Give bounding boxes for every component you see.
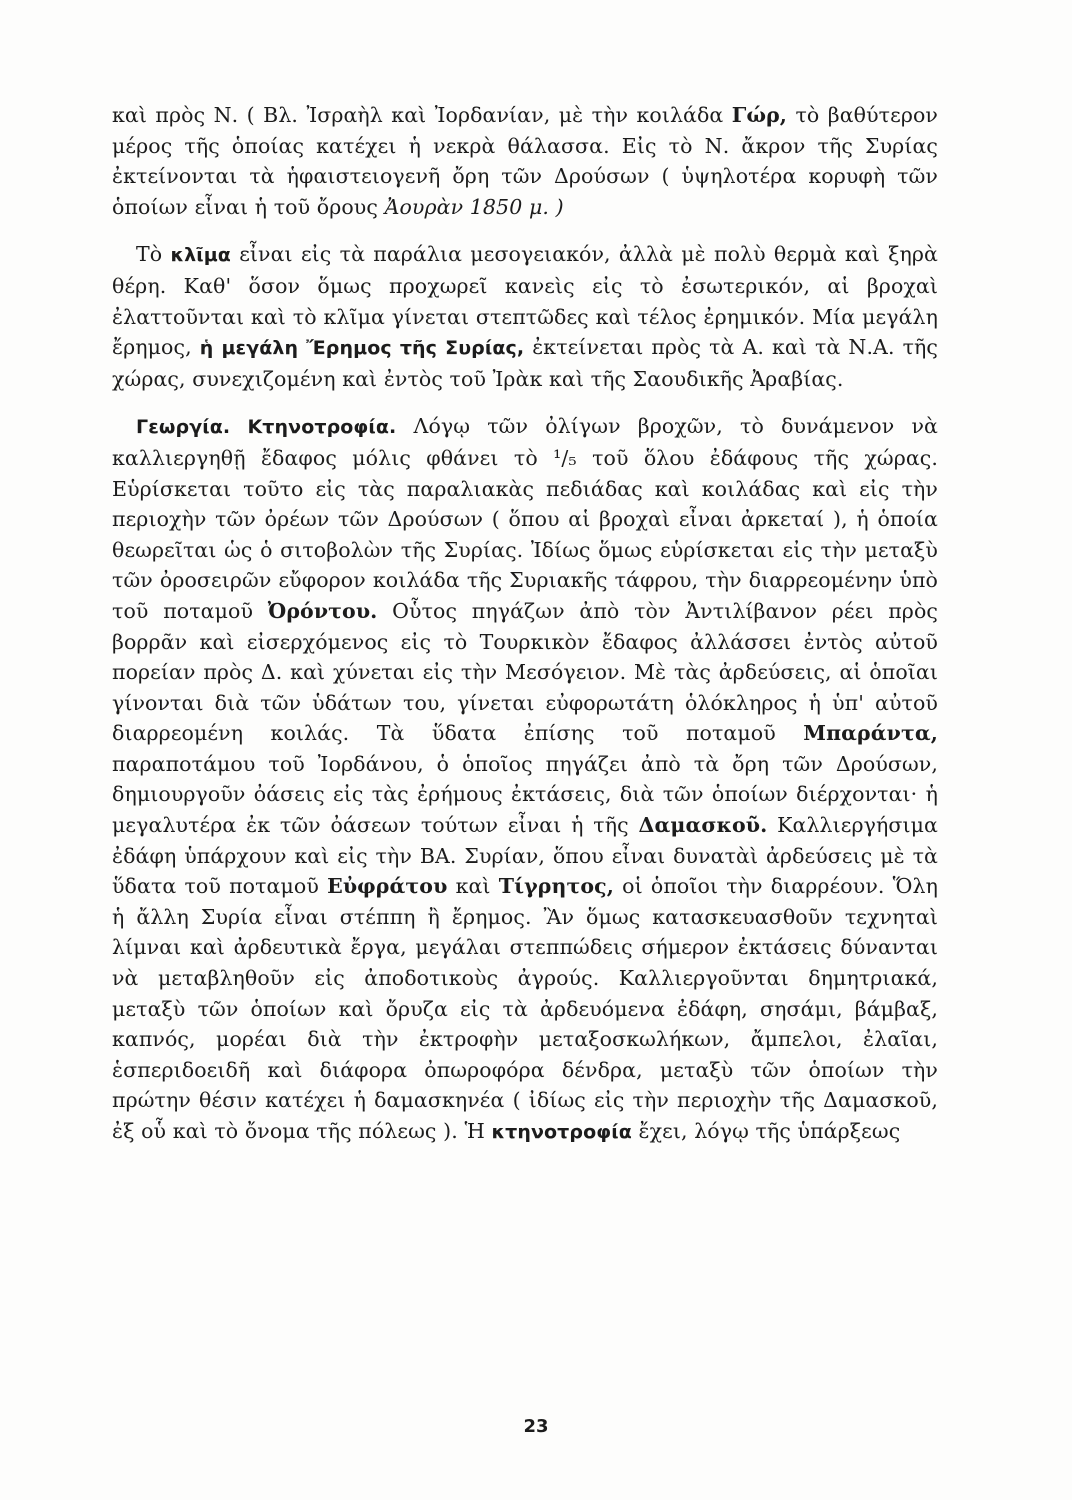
text-run: Οὗτος πηγάζων ἀπὸ τὸν Ἀντιλίβανον ρέει πρὸς βορρᾶν καὶ εἰσερχόμενος εἰς τὸ Τουρκικὸν ἔδαφος ἀλλάσσει ἐντὸς αὐτοῦ πορείαν πρὸς Δ. καὶ χύνεται εἰς τὴν Μεσόγειον. Μὲ τὰς ἀρδεύσεις, αἱ ὁποῖαι γίνονται διὰ τῶν ὑδάτων του, γίνεται εὐφορωτάτη ὁλόκληρος ἡ ὑπ' αὐτοῦ διαρρεομένη κοιλάς. Τὰ ὕδατα ἐπίσης τοῦ ποταμοῦ [112,598,938,746]
emphasis-text: Τίγρητος, [498,874,614,899]
text-run: εἶναι εἰς τὰ παράλια μεσογειακόν, ἀλλὰ μὲ πολὺ θερμὰ καὶ ξηρὰ θέρη. Καθ' ὅσον ὅμως προχωρεῖ κανεὶς εἰς τὸ ἐσωτερικόν, αἱ βροχαὶ ἐλαττοῦνται καὶ τὸ κλῖμα γίνεται στεπτῶδες καὶ τέλος ἐρημικόν. Μία μεγάλη ἔρημος, [112,242,938,360]
text-run: Καλλιεργήσιμα ἐδάφη ὑπάρχουν καὶ εἰς τὴν ΒΑ. Συρίαν, ὅπου εἶναι δυνατὰὶ ἀρδεύσεις μὲ τὰ ὕδατα τοῦ ποταμοῦ [112,813,938,899]
emphasis-text: Μπαράντα, [803,721,938,746]
text-run: Τὸ [136,242,171,267]
text-run: καὶ [447,874,499,899]
text-run: ἐκτείνεται πρὸς τὰ Α. καὶ τὰ Ν.Α. τῆς χώρας, συνεχιζομένη καὶ ἐντὸς τοῦ Ἰρὰκ καὶ τῆς Σαουδικῆς Ἀραβίας. [112,335,938,391]
text-run: καὶ πρὸς Ν. ( Βλ. Ἰσραὴλ καὶ Ἰορδανίαν, μὲ τὴν κοιλάδα [112,103,732,127]
text-run: τὸ βαθύτερον μέρος τῆς ὁποίας κατέχει ἡ νεκρὰ θάλασσα. Εἰς τὸ Ν. ἄκρον τῆς Συρίας ἐκτείνονται τὰ ἡφαιστειογενῆ ὄρη τῶν Δρούσων ( ὑψηλοτέρα κορυφὴ τῶν ὁποίων εἶναι ἡ τοῦ ὄρους [112,103,938,219]
paragraph-climate [112,239,938,394]
body-text [112,100,938,1148]
paragraph-agriculture [112,411,938,1147]
emphasis-text: Ὀρόντου. [267,598,378,623]
text-run: Λόγῳ τῶν ὀλίγων βροχῶν, τὸ δυνάμενον νὰ καλλιεργηθῇ ἔδαφος μόλις φθάνει τὸ ¹/₅ τοῦ ὅλου ἐδάφους τῆς χώρας. Εὑρίσκεται τοῦτο εἰς τὰς παραλιακὰς πεδιάδας καὶ κοιλάδας καὶ εἰς τὴν περιοχὴν τῶν ὀρέων τῶν Δρούσων ( ὅπου αἱ βροχαὶ εἶναι ἀρκεταί ), ἡ ὁποία θεωρεῖται ὡς ὁ σιτοβολὼν τῆς Συρίας. Ἰδίως ὅμως εὑρίσκεται εἰς τὴν μεταξὺ τῶν ὀροσειρῶν εὔφορον κοιλάδα τῆς Συριακῆς τάφρου, τὴν διαρρεομένην ὑπὸ τοῦ ποταμοῦ [112,414,938,623]
text-run: ἔχει, λόγῳ τῆς ὑπάρξεως [631,1119,901,1143]
emphasis-text: Γεωργία. Κτηνοτροφία. [136,416,397,439]
emphasis-text: Εὐφράτου [327,874,448,899]
page-number: 23 [523,1416,549,1437]
emphasis-text: Ἀουρὰν 1850 μ. ) [384,194,564,219]
emphasis-text: Δαμασκοῦ. [638,813,768,838]
paragraph-geography-south [112,100,938,222]
text-run: οἱ ὁποῖοι τὴν διαρρέουν. Ὅλη ἡ ἄλλη Συρία εἶναι στέππη ἢ ἔρημος. Ἂν ὅμως κατασκευασθοῦν τεχνηταὶ λίμναι καὶ ἀρδευτικὰ ἔργα, μεγάλαι στεππώδεις σήμερον ἐκτάσεις δύνανται νὰ μεταβληθοῦν εἰς ἀποδοτικοὺς ἀγρούς. Καλλιεργοῦνται δημητριακά, μεταξὺ τῶν ὁποίων καὶ ὄρυζα εἰς τὰ ἀρδευόμενα ἐδάφη, σησάμι, βάμβαξ, καπνός, μορέαι διὰ τὴν ἐκτροφὴν μεταξοσκωλήκων, ἄμπελοι, ἐλαῖαι, ἑσπεριδοειδῆ καὶ διάφορα ὀπωροφόρα δένδρα, μεταξὺ τῶν ὁποίων τὴν πρώτην θέσιν κατέχει ἡ δαμασκηνέα ( ἰδίως εἰς τὴν περιοχὴν τῆς Δαμασκοῦ, ἐξ οὗ καὶ τὸ ὄνομα τῆς πόλεως ). Ἡ [112,874,938,1143]
emphasis-text: ἡ μεγάλη Ἔρημος τῆς Συρίας, [199,337,525,360]
emphasis-text: Γώρ, [731,103,788,127]
text-run: παραποτάμου τοῦ Ἰορδάνου, ὁ ὁποῖος πηγάζει ἀπὸ τὰ ὄρη τῶν Δρούσων, δημιουργοῦν ὀάσεις εἰς τὰς ἐρήμους ἐκτάσεις, διὰ τῶν ὁποίων διέρχονται· ἡ μεγαλυτέρα ἐκ τῶν ὀάσεων τούτων εἶναι ἡ τῆς [112,751,938,838]
emphasis-text: κτηνοτροφία [491,1121,632,1143]
emphasis-text: κλῖμα [170,244,231,267]
